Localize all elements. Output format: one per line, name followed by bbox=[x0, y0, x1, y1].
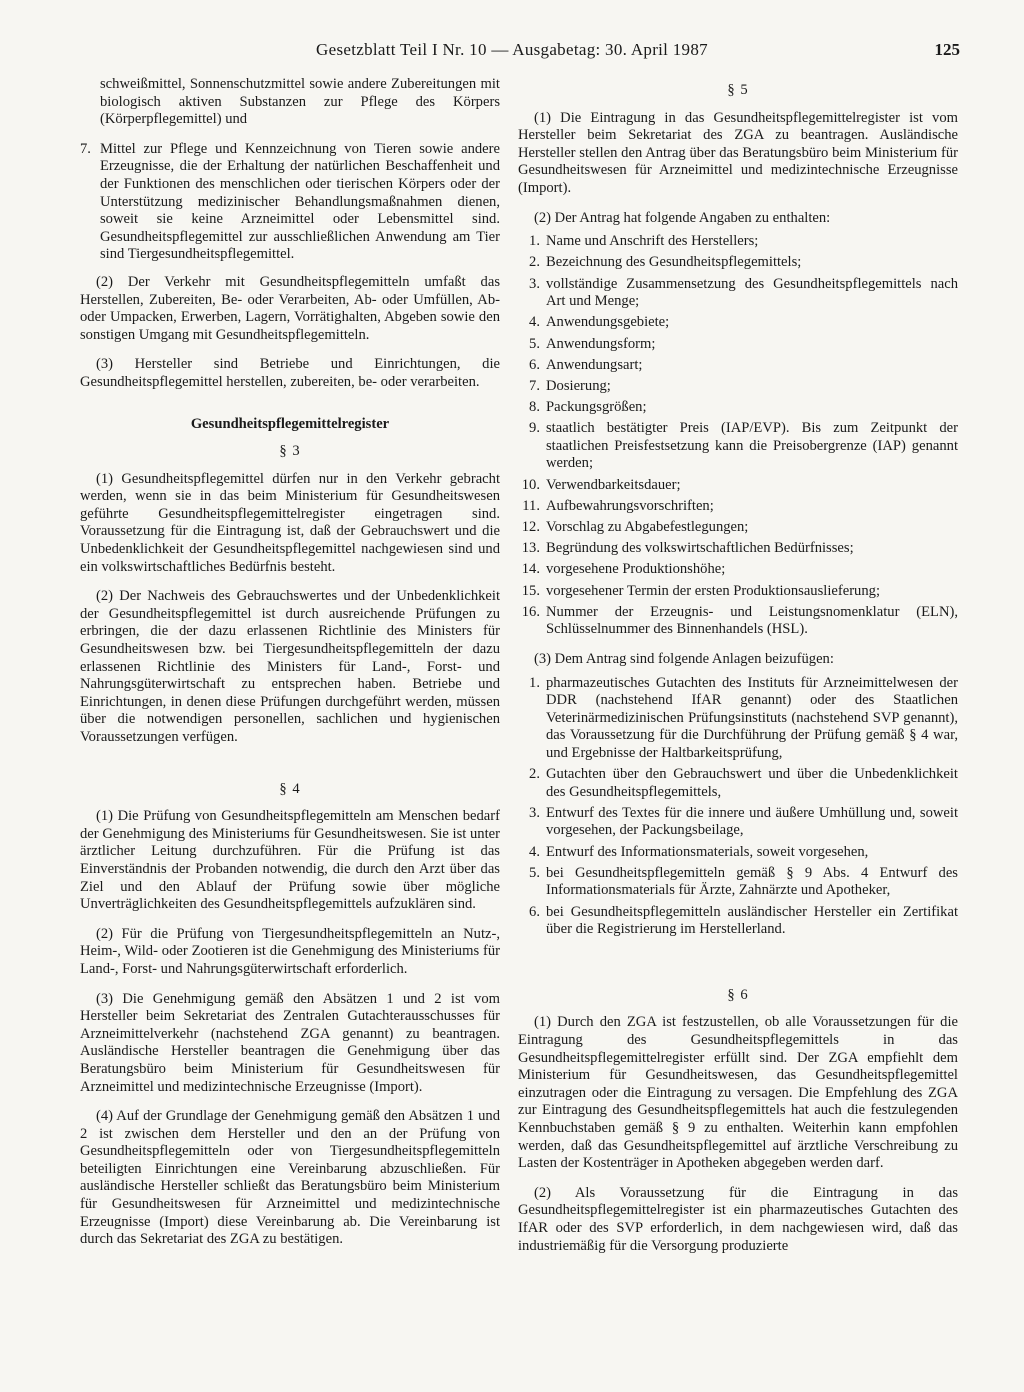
list-item bbox=[518, 498, 958, 516]
list-item-number: 13. bbox=[521, 540, 540, 557]
section-6-paragraph-1: (1) Durch den ZGA ist festzustellen, ob alle Voraussetzungen für die Eintragung des Gesundheitspflegemittels in das Gesundheitspflegemittelregister erfüllt sind. Der ZGA empfiehlt dem Ministerium für Gesundheitswesen, das Gesundheitspflegemittel einzutragen oder die Eintragung zu versagen. Die Empfehlung des ZGA zur Eintragung des Gesundheitspflegemittels hat auch die festzulegenden Kennbuchstaben gemäß § 9 zu enthalten. Weiterhin kann empfohlen werden, daß das Gesundheitspflegemittel auf ärztliche Verschreibung zu Lasten der Kostenträger in Apotheken abgegeben werden darf. bbox=[518, 1014, 958, 1172]
page-number: 125 bbox=[934, 40, 960, 59]
list-item bbox=[518, 540, 958, 558]
list-item-text: Dosierung; bbox=[546, 377, 611, 394]
list-item bbox=[518, 399, 958, 417]
paragraph-2: (2) Der Verkehr mit Gesundheitspflegemitteln umfaßt das Herstellen, Zubereiten, Be- oder Verarbeiten, Ab- oder Umfüllen, Ab- oder Umpacken, Erwerben, Lagern, Vorrätighalten, Abgeben sowie den sonstigen Umgang mit Gesundheitspflegemitteln. bbox=[80, 273, 500, 343]
list-item bbox=[518, 904, 958, 939]
list-item-text: Name und Anschrift des Herstellers; bbox=[546, 233, 759, 250]
header-title: Gesetzblatt Teil I Nr. 10 — Ausgabetag: 30. April 1987 bbox=[316, 40, 708, 59]
list-item bbox=[518, 865, 958, 900]
list-item-text: Aufbewahrungsvorschriften; bbox=[546, 497, 714, 514]
list-item-number: 10. bbox=[521, 476, 540, 493]
list-item bbox=[518, 420, 958, 473]
section-6-title: § 6 bbox=[727, 986, 749, 1003]
continuation-text: schweißmittel, Sonnenschutzmittel sowie andere Zubereitungen mit biologisch aktiven Substanzen zur Pflege des Körpers (Körperpflegemittel) und bbox=[100, 76, 500, 128]
list-item-text: Nummer der Erzeugnis- und Leistungsnomenklatur (ELN), Schlüsselnummer des Binnenhandels (HSL). bbox=[546, 603, 958, 638]
list-item-number: 2. bbox=[529, 254, 540, 271]
list-item bbox=[518, 766, 958, 801]
item-text: Mittel zur Pflege und Kennzeichnung von Tieren sowie andere Erzeugnisse, die der Erhaltung der natürlichen Beschaffenheit und der Funktionen des menschlichen oder tierischen Körpers oder der Unterstützung medizinischer Behandlungsmaßnahmen dienen, soweit sie keine Arzneimittel oder Lebensmittel sind. Gesundheitspflegemittel zur ausschließlichen Anwendung am Tier sind Tiergesundheitspflegemittel. bbox=[100, 140, 500, 263]
anlagen-list bbox=[518, 675, 958, 939]
list-item bbox=[518, 805, 958, 840]
list-item-text: bei Gesundheitspflegemitteln ausländischer Hersteller ein Zertifikat über die Registrierung im Herstellerland. bbox=[546, 903, 958, 938]
list-item bbox=[518, 604, 958, 639]
list-item-number: 6. bbox=[529, 903, 540, 920]
list-item-text: staatlich bestätigter Preis (IAP/EVP). Bis zum Zeitpunkt der staatlichen Preisfestsetzung kann die Preisobergrenze (IAP) genannt werden; bbox=[546, 420, 958, 472]
list-item-text: Gutachten über den Gebrauchswert und über die Unbedenklichkeit des Gesundheitspflegemittels, bbox=[546, 766, 958, 800]
list-item bbox=[518, 276, 958, 311]
list-item-text: vorgesehener Termin der ersten Produktionsauslieferung; bbox=[546, 582, 881, 599]
list-item-text: Vorschlag zu Abgabefestlegungen; bbox=[546, 519, 749, 535]
list-item-text: Anwendungsart; bbox=[546, 356, 643, 373]
list-item-number: 14. bbox=[521, 561, 540, 578]
list-item bbox=[518, 561, 958, 579]
right-column bbox=[518, 76, 958, 1267]
list-item-number: 5. bbox=[529, 335, 540, 352]
list-item-number: 15. bbox=[521, 582, 540, 599]
section-6-paragraph-2: (2) Als Voraussetzung für die Eintragung in das Gesundheitspflegemittelregister ist ein pharmazeutisches Gutachten des IfAR oder des SVP erforderlich, in dem nachgewiesen wird, daß das industriemäßig für die Versorgung produzierte bbox=[518, 1184, 958, 1254]
section-4-paragraph-4: (4) Auf der Grundlage der Genehmigung gemäß den Absätzen 1 und 2 ist zwischen dem Hersteller und den an der Prüfung von Gesundheitspflegemitteln oder von Tiergesundheitspflegemitteln beteiligten Einrichtungen eine Vereinbarung abzuschließen. Für ausländische Hersteller schließt das Beratungsbüro beim Ministerium für Gesundheitswesen für Arzneimittel und medizintechnische Erzeugnisse (Import) diese Vereinbarung ab. Die Vereinbarung ist durch das Sekretariat des ZGA zu bestätigen. bbox=[80, 1108, 500, 1248]
list-item bbox=[518, 675, 958, 763]
section-4-paragraph-1: (1) Die Prüfung von Gesundheitspflegemitteln am Menschen bedarf der Genehmigung des Ministeriums für Gesundheitswesen. Sie ist unter ärztlicher Leitung durchzuführen. Für die Prüfung ist das Einverständnis der Probanden notwendig, die durch den Arzt über das Ziel und den Ablauf der Prüfung sowie über mögliche Unverträglichkeiten des Gesundheitspflegemittels aufzuklären sind. bbox=[80, 808, 500, 913]
list-item-number: 1. bbox=[529, 674, 540, 691]
list-item-text: Entwurf des Informationsmaterials, soweit vorgesehen, bbox=[546, 843, 869, 860]
list-item bbox=[518, 519, 958, 537]
list-item-number: 1. bbox=[529, 233, 540, 250]
list-item-number: 9. bbox=[529, 420, 540, 437]
list-item-number: 7. bbox=[529, 377, 540, 394]
list-item bbox=[518, 233, 958, 251]
list-item-text: Begründung des volkswirtschaftlichen Bedürfnisses; bbox=[546, 540, 854, 557]
section-4-paragraph-3: (3) Die Genehmigung gemäß den Absätzen 1 und 2 ist vom Hersteller beim Sekretariat des Zentralen Gutachterausschusses für Arzneimittelverkehr (nachstehend ZGA genannt) zu beantragen. Ausländische Hersteller beantragen die Genehmigung über das Beratungsbüro beim Ministerium für Gesundheitswesen für Arzneimittel und medizintechnische Erzeugnisse (Import). bbox=[80, 990, 500, 1095]
list-item bbox=[518, 477, 958, 495]
section-3-paragraph-1: (1) Gesundheitspflegemittel dürfen nur in den Verkehr gebracht werden, wenn sie in das beim Ministerium für Gesundheitswesen geführte Gesundheitspflegemittelregister eingetragen sind. Voraussetzung für die Eintragung ist, daß der Gebrauchswert und die Unbedenklichkeit der Gesundheitspflegemittel nachgewiesen sind und ein volkswirtschaftliches Bedürfnis besteht. bbox=[80, 470, 500, 575]
section-5-paragraph-2-intro: (2) Der Antrag hat folgende Angaben zu enthalten: bbox=[534, 209, 831, 226]
list-item-number: 3. bbox=[529, 275, 540, 292]
list-item-7 bbox=[80, 141, 500, 264]
list-item bbox=[518, 378, 958, 396]
list-item bbox=[518, 583, 958, 601]
list-item bbox=[518, 336, 958, 354]
left-column bbox=[80, 76, 500, 1261]
list-item-number: 2. bbox=[529, 766, 540, 783]
section-5-title: § 5 bbox=[727, 82, 749, 98]
list-item-number: 5. bbox=[529, 864, 540, 881]
list-item-number: 4. bbox=[529, 843, 540, 860]
section-3-title: § 3 bbox=[279, 443, 301, 460]
list-item-number: 11. bbox=[522, 497, 540, 514]
list-item-text: Anwendungsform; bbox=[546, 335, 656, 352]
list-item-number: 8. bbox=[529, 399, 540, 416]
paragraph-3: (3) Hersteller sind Betriebe und Einrichtungen, die Gesundheitspflegemittel herstellen, zubereiten, be- oder verarbeiten. bbox=[80, 356, 500, 390]
heading-register: Gesundheitspflegemittelregister bbox=[190, 415, 390, 432]
list-item-text: bei Gesundheitspflegemitteln gemäß § 9 Abs. 4 Entwurf des Informationsmaterials für Ärzte, Zahnärzte und Apotheker, bbox=[546, 864, 958, 899]
list-item-text: vollständige Zusammensetzung des Gesundheitspflegemittels nach Art und Menge; bbox=[546, 275, 958, 310]
section-4-paragraph-2: (2) Für die Prüfung von Tiergesundheitspflegemitteln an Nutz-, Heim-, Wild- oder Zootieren ist die Genehmigung des Ministeriums für Land-, Forst- und Nahrungsgüterwirtschaft erforderlich. bbox=[80, 925, 500, 977]
list-item-text: vorgesehene Produktionshöhe; bbox=[546, 561, 726, 578]
list-item-text: Bezeichnung des Gesundheitspflegemittels; bbox=[546, 254, 802, 271]
list-item bbox=[518, 254, 958, 272]
section-5-paragraph-3-intro: (3) Dem Antrag sind folgende Anlagen beizufügen: bbox=[534, 650, 834, 667]
section-5-paragraph-1: (1) Die Eintragung in das Gesundheitspflegemittelregister ist vom Hersteller beim Sekretariat des ZGA zu beantragen. Ausländische Hersteller stellen den Antrag über das Beratungsbüro beim Ministerium für Gesundheitswesen für Arzneimittel und medizintechnische Erzeugnisse (Import). bbox=[518, 109, 958, 196]
list-item-text: pharmazeutisches Gutachten des Instituts für Arzneimittelwesen der DDR (nachstehend IfAR genannt) oder des Staatlichen Veterinärmedizinischen Prüfungsinstituts (nachstehend SVP genannt), das Voraussetzung für die Durchführung der Prüfung gemäß § 4 war, und Ergebnisse der Haltbarkeitsprüfung, bbox=[546, 674, 958, 761]
list-item bbox=[518, 314, 958, 332]
list-item-number: 6. bbox=[529, 356, 540, 373]
angaben-list bbox=[518, 233, 958, 639]
list-item bbox=[518, 844, 958, 862]
section-4-title: § 4 bbox=[279, 780, 301, 797]
section-3-paragraph-2: (2) Der Nachweis des Gebrauchswertes und der Unbedenklichkeit der Gesundheitspflegemittel ist durch ausreichende Prüfungen zu erbringen, die der dazu erlassenen Richtlinie des Ministers für Gesundheitswesen bzw. bei Tiergesundheitspflegemitteln der dazu erlassenen Richtlinie des Ministers für Land-, Forst- und Nahrungsgüterwirtschaft zu entsprechen haben. Betriebe und Einrichtungen, in denen diese Prüfungen durchgeführt werden, müssen über die notwendigen personellen, sachlichen und hygienischen Voraussetzungen verfügen. bbox=[80, 588, 500, 745]
list-item-number: 12. bbox=[521, 519, 540, 535]
page-header bbox=[0, 40, 1024, 64]
list-item bbox=[518, 357, 958, 375]
list-item-number: 3. bbox=[529, 804, 540, 821]
list-item-text: Anwendungsgebiete; bbox=[546, 314, 670, 331]
list-item-text: Entwurf des Textes für die innere und äußere Umhüllung und, soweit vorgesehen, der Packungsbeilage, bbox=[546, 804, 958, 839]
list-item-number: 4. bbox=[529, 314, 540, 331]
list-item-number: 16. bbox=[521, 603, 540, 620]
list-item-text: Packungsgrößen; bbox=[546, 399, 647, 416]
list-item-text: Verwendbarkeitsdauer; bbox=[546, 476, 681, 493]
item-number: 7. bbox=[80, 140, 91, 157]
